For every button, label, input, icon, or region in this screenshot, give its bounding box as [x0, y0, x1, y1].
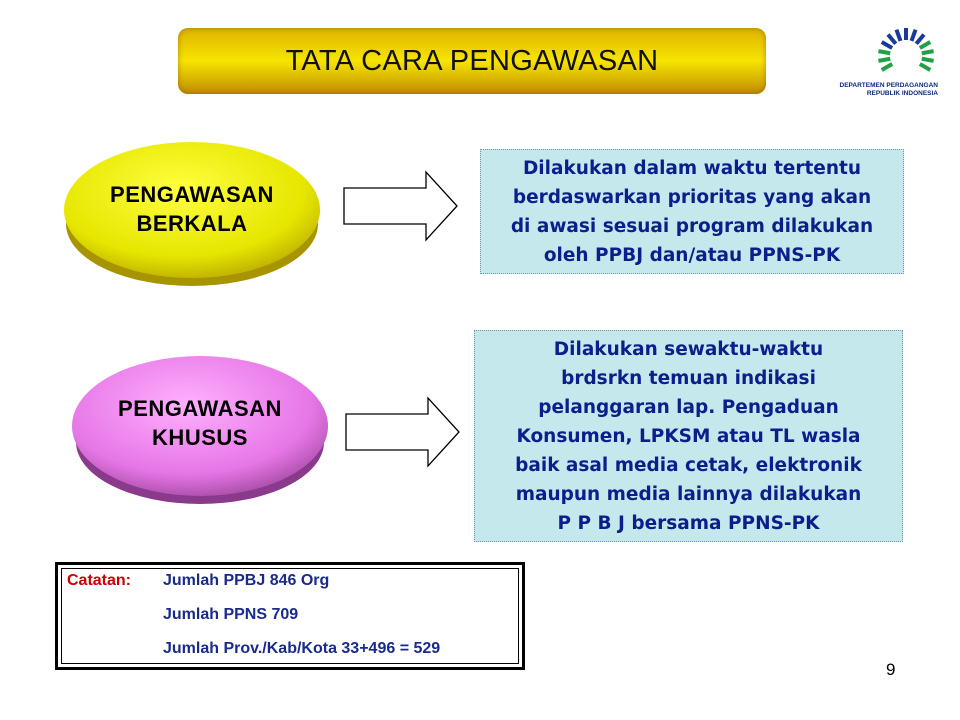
oval-khusus-line-1: PENGAWASAN [118, 396, 282, 421]
note-line: Jumlah PPBJ 846 Org [163, 572, 330, 589]
logo-line-1: DEPARTEMEN PERDAGANGAN [839, 82, 938, 89]
note-line: Jumlah Prov./Kab/Kota 33+496 = 529 [163, 640, 441, 657]
page-number: 9 [886, 660, 896, 679]
logo-caption [814, 82, 938, 98]
logo-line-2: REPUBLIK INDONESIA [866, 90, 938, 97]
oval-khusus-line-2: KHUSUS [152, 425, 248, 450]
note-box [55, 562, 525, 670]
desc-line: Dilakukan dalam waktu tertentu [522, 157, 862, 179]
page-title: TATA CARA PENGAWASAN [285, 44, 659, 77]
oval-berkala-line-2: BERKALA [136, 211, 248, 236]
note-label: Catatan: [67, 572, 132, 589]
title-banner [178, 28, 766, 94]
desc-box-berkala [480, 149, 904, 274]
desc-line: pelanggaran lap. Pengaduan [538, 396, 839, 418]
desc-line: oleh PPBJ dan/atau PPNS-PK [543, 244, 841, 266]
desc-box-khusus [474, 330, 903, 542]
desc-line: Konsumen, LPKSM atau TL wasla [516, 425, 861, 447]
oval-berkala-label [60, 180, 324, 238]
arrow-right-icon [344, 396, 462, 468]
arrow-right-icon [342, 170, 460, 242]
desc-line: P P B J bersama PPNS-PK [557, 512, 820, 534]
desc-line: maupun media lainnya dilakukan [515, 483, 862, 505]
oval-berkala [60, 138, 324, 290]
desc-line: brdsrkn temuan indikasi [561, 367, 816, 389]
oval-berkala-line-1: PENGAWASAN [110, 182, 274, 207]
oval-khusus-label [68, 394, 332, 452]
desc-line: di awasi sesuai program dilakukan [510, 215, 874, 237]
desc-line: berdaswarkan prioritas yang akan [512, 186, 872, 208]
desc-line: baik asal media cetak, elektronik [515, 454, 862, 476]
note-line: Jumlah PPNS 709 [163, 606, 299, 623]
oval-khusus [68, 352, 332, 508]
desc-line: Dilakukan sewaktu-waktu [553, 338, 824, 360]
